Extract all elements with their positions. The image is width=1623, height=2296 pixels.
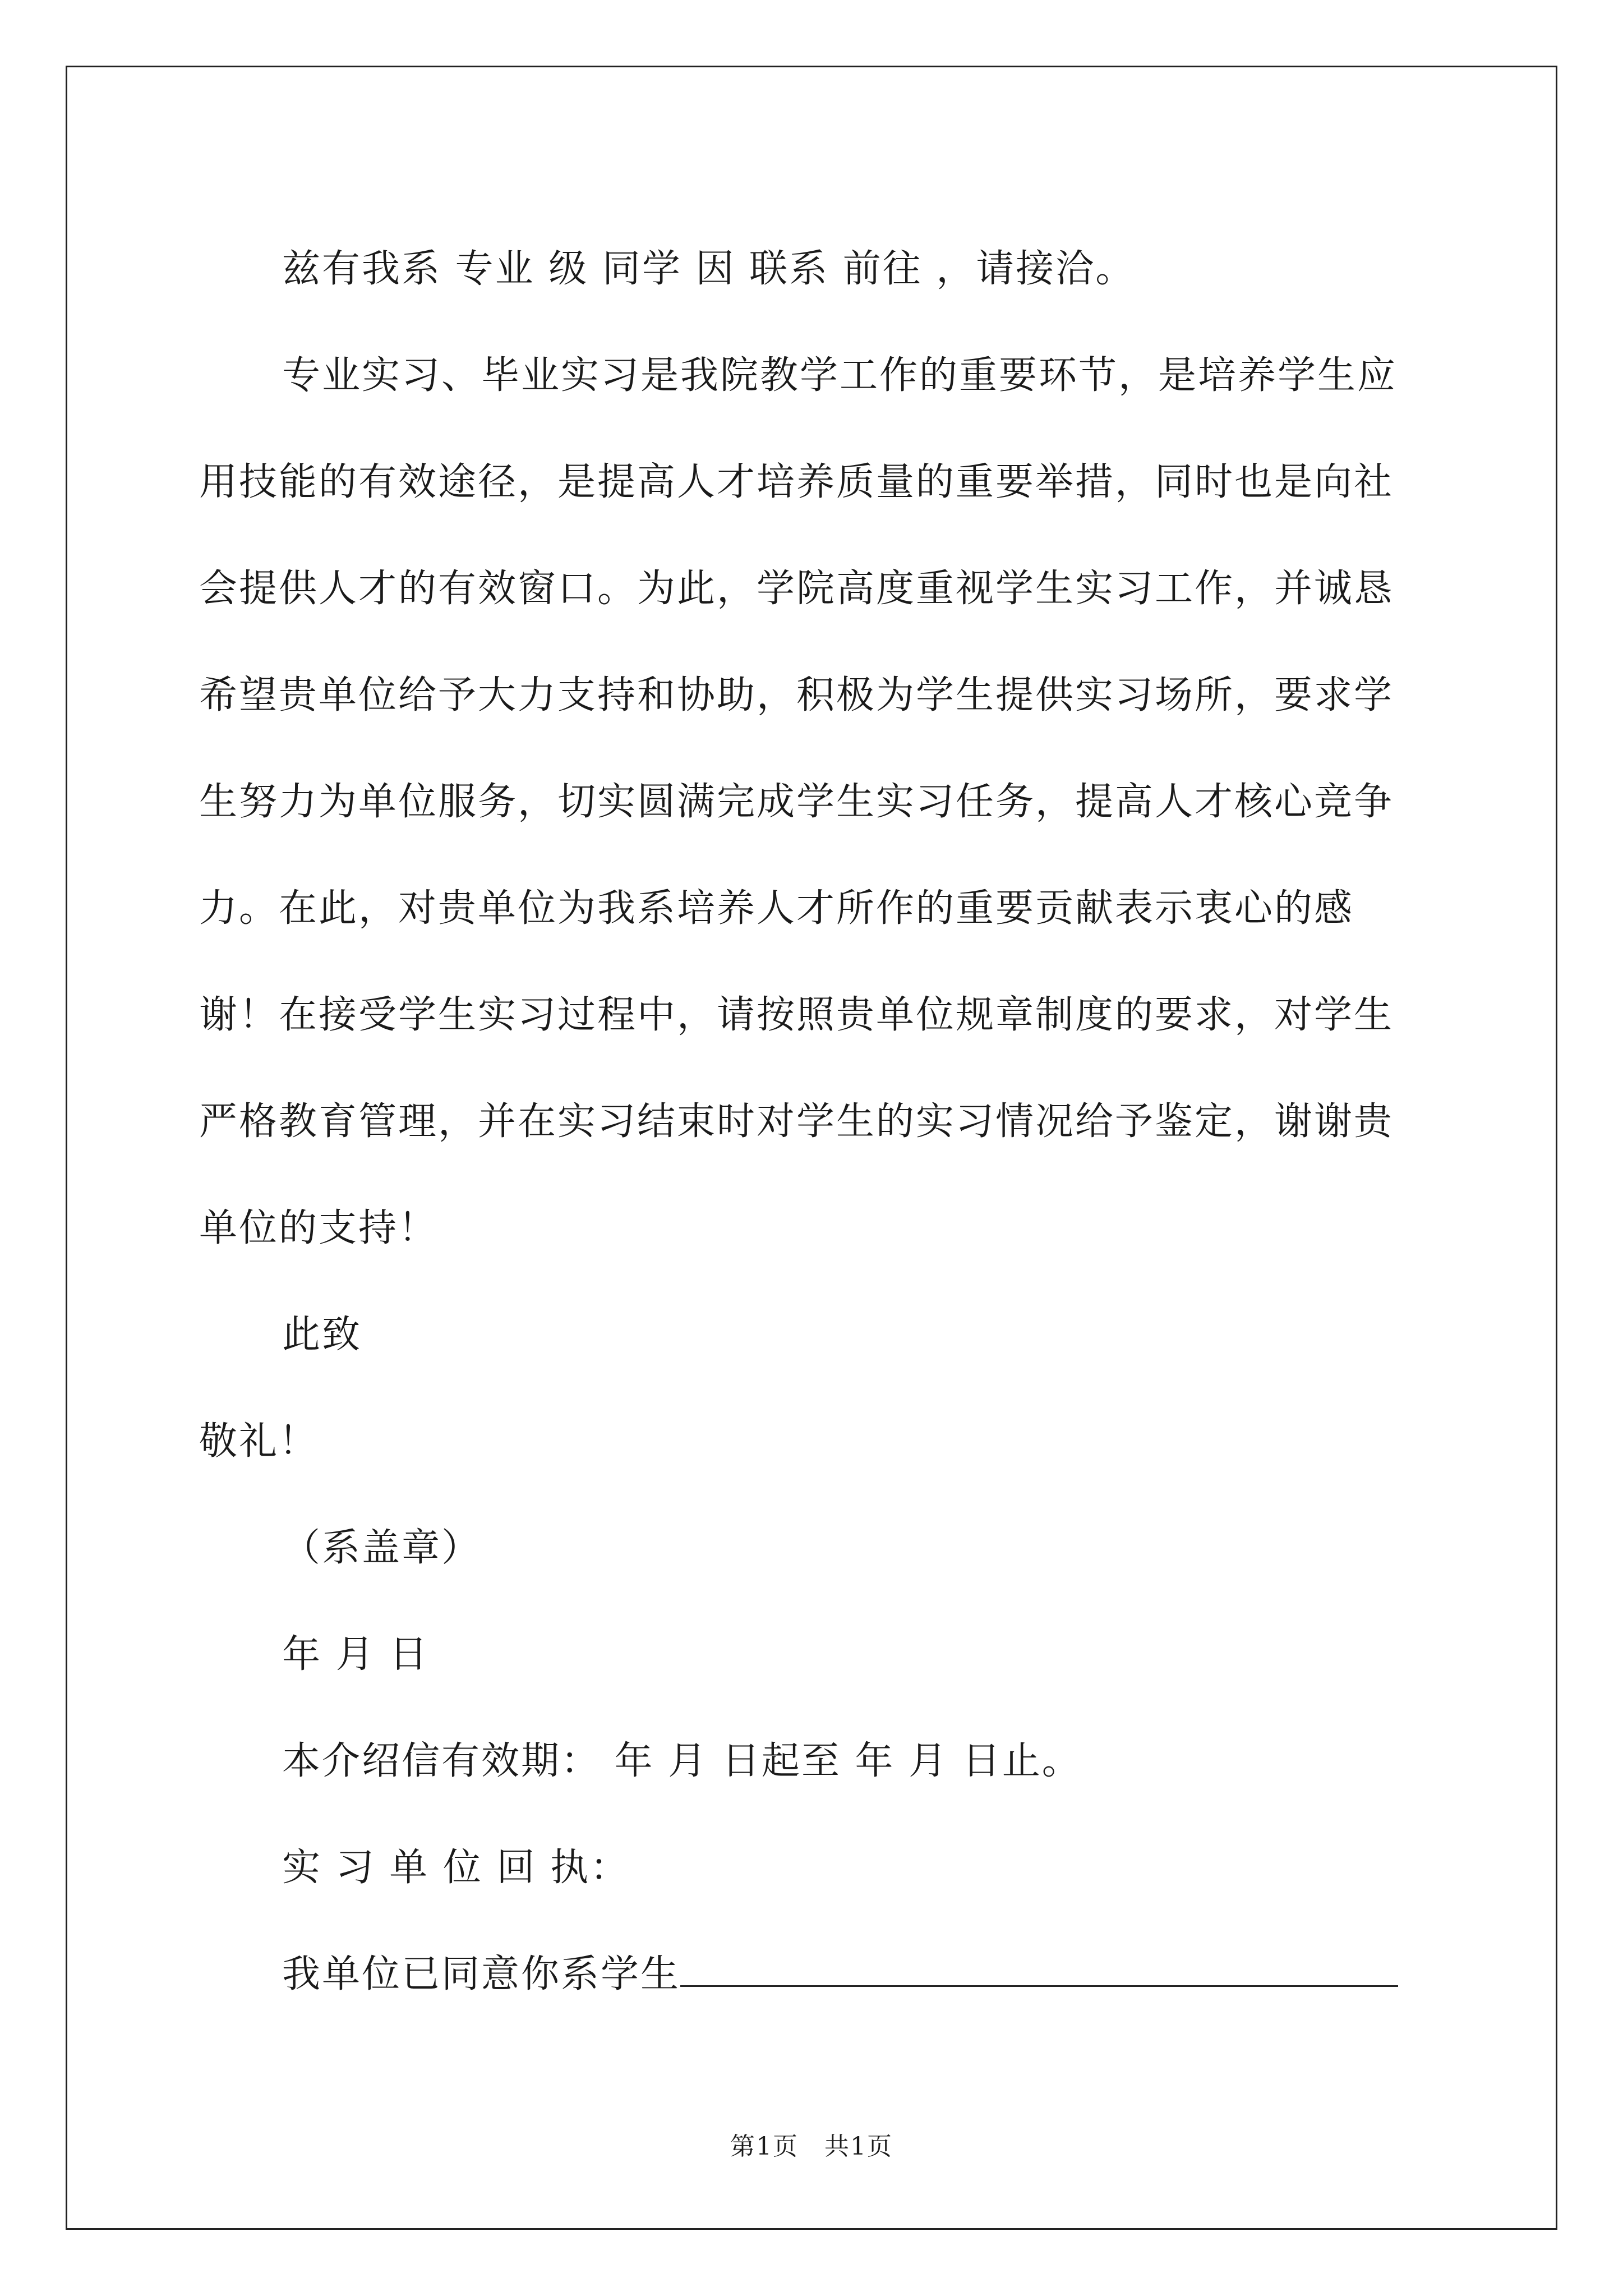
seal-note: （系盖章） [282,1526,482,1570]
date-line: 年 月 日 [282,1632,430,1677]
validity-line: 本介绍信有效期： 年 月 日起至 年 月 日止。 [282,1739,1082,1783]
letter-body [199,216,1433,2028]
reply-line-text: 我单位已同意你系学生 [282,1952,681,1996]
reply-heading: 实 习 单 位 回 执： [282,1846,630,1890]
closing-regards: 敬礼！ [199,1419,319,1464]
reply-line [199,1921,1433,2028]
intro-line: 兹有我系 专业 级 同学 因 联系 前往 ，请接洽。 [282,247,1136,291]
student-name-blank [680,1952,1398,1987]
closing-salutation: 此致 [282,1313,362,1357]
main-paragraph: 专业实习、毕业实习是我院教学工作的重要环节，是培养学生应用技能的有效途径，是提高人才培养质量的重要举措，同时也是向社会提供人才的有效窗口。为此，学院高度重视学生实习工作，并诚恳希望贵单位给予大力支持和协助，积极为学生提供实习场所，要求学生努力为单位服务，切实圆满完成学生实习任务，提高人才核心竞争力。在此，对贵单位为我系培养人才所作的重要贡献表示衷心的感谢！在接受学生实习过程中，请按照贵单位规章制度的要求，对学生严格教育管理，并在实习结束时对学生的实习情况给予鉴定，谢谢贵单位的支持！ [199,353,1398,1250]
page-footer: 第1页 共1页 [730,2132,893,2161]
